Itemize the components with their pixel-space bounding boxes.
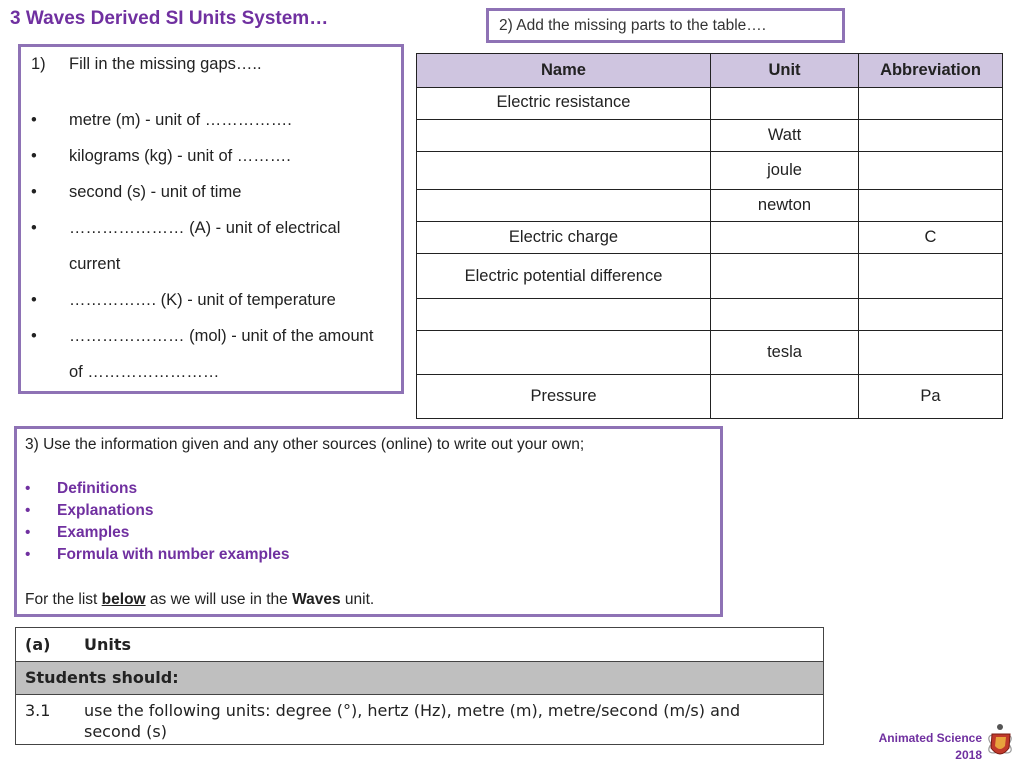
task1-box: 1) Fill in the missing gaps….. • metre (m) - unit of ……………. • kilograms (kg) - unit of ………. • second (s) - unit of time • ………………… (A) - unit of electrical current • ……………. (K) - unit of temperature • ………………… (mol) - unit of the amount of …………………… (18, 44, 404, 394)
cell-name[interactable]: Electric charge (417, 222, 711, 254)
task3-footer: For the list below as we will use in the Waves unit. (25, 591, 375, 608)
header-abbreviation: Abbreviation (859, 54, 1003, 88)
bullet-icon: • (25, 480, 31, 497)
bullet-icon: • (31, 183, 37, 201)
cell-unit[interactable]: joule (711, 152, 859, 190)
table-row (417, 222, 1003, 254)
page-title: 3 Waves Derived SI Units System… (10, 8, 329, 29)
task3-box (14, 426, 723, 617)
cell-name[interactable] (417, 152, 711, 190)
spec-item-line2: second (s) (84, 722, 167, 741)
list-item: • Definitions (25, 480, 138, 497)
cell-unit[interactable] (711, 88, 859, 120)
bullet-icon: • (31, 291, 37, 309)
bullet-icon: • (25, 524, 31, 541)
bullet-icon: • (31, 327, 37, 345)
bullet-icon: • (31, 111, 37, 129)
spec-excerpt (15, 627, 824, 745)
cell-unit[interactable] (711, 222, 859, 254)
table-row (417, 298, 1003, 330)
cell-abbreviation[interactable] (859, 120, 1003, 152)
units-table (416, 53, 1003, 419)
task2-label: 2) Add the missing parts to the table…. (499, 17, 767, 34)
spec-item-row (16, 695, 823, 747)
task3-intro: 3) Use the information given and any other sources (online) to write out your own; (25, 436, 585, 453)
task1-heading (31, 55, 391, 79)
task2-box (486, 8, 845, 43)
table-row (417, 88, 1003, 120)
table-row (417, 152, 1003, 190)
cell-abbreviation[interactable] (859, 190, 1003, 222)
list-item: • Formula with number examples (25, 546, 290, 563)
cell-unit[interactable]: Watt (711, 120, 859, 152)
waves-emphasis: Waves (292, 591, 341, 608)
atom-logo-icon (982, 718, 1018, 764)
task1-number: 1) (31, 55, 46, 73)
table-row (417, 254, 1003, 298)
spec-students-row (16, 662, 823, 695)
list-item: • Examples (25, 524, 130, 541)
spec-students-should: Students should: (25, 668, 179, 687)
cell-abbreviation[interactable] (859, 298, 1003, 330)
spec-item-line1: use the following units: degree (°), hertz (Hz), metre (m), metre/second (m/s) and (84, 701, 741, 720)
table-row (417, 374, 1003, 418)
bullet-icon: • (25, 502, 31, 519)
cell-abbreviation[interactable]: Pa (859, 374, 1003, 418)
cell-abbreviation[interactable]: C (859, 222, 1003, 254)
cell-name[interactable]: Pressure (417, 374, 711, 418)
bullet-icon: • (31, 147, 37, 165)
header-unit: Unit (711, 54, 859, 88)
cell-abbreviation[interactable] (859, 254, 1003, 298)
brand-year: 2018 (955, 748, 982, 762)
spec-header-row (16, 628, 823, 662)
cell-unit[interactable]: tesla (711, 330, 859, 374)
brand-name: Animated Science (878, 731, 982, 745)
cell-abbreviation[interactable] (859, 330, 1003, 374)
cell-name[interactable] (417, 120, 711, 152)
cell-name[interactable] (417, 330, 711, 374)
cell-abbreviation[interactable] (859, 88, 1003, 120)
table-row (417, 120, 1003, 152)
table-header-row (417, 54, 1003, 88)
cell-name[interactable] (417, 298, 711, 330)
cell-unit[interactable]: newton (711, 190, 859, 222)
bullet-icon: • (25, 546, 31, 563)
list-item: • Explanations (25, 502, 154, 519)
cell-name[interactable]: Electric potential difference (417, 254, 711, 298)
cell-name[interactable] (417, 190, 711, 222)
table-row (417, 330, 1003, 374)
cell-unit[interactable] (711, 254, 859, 298)
bullet-icon: • (31, 219, 37, 237)
below-emphasis: below (101, 591, 146, 608)
cell-unit[interactable] (711, 298, 859, 330)
task1-heading-text: Fill in the missing gaps….. (69, 55, 262, 73)
cell-unit[interactable] (711, 374, 859, 418)
cell-abbreviation[interactable] (859, 152, 1003, 190)
table-row (417, 190, 1003, 222)
header-name: Name (417, 54, 711, 88)
spec-item-number: 3.1 (25, 701, 51, 720)
cell-name[interactable]: Electric resistance (417, 88, 711, 120)
brand-footer (879, 730, 982, 764)
spec-heading: Units (84, 635, 132, 654)
spec-code: (a) (25, 635, 51, 654)
